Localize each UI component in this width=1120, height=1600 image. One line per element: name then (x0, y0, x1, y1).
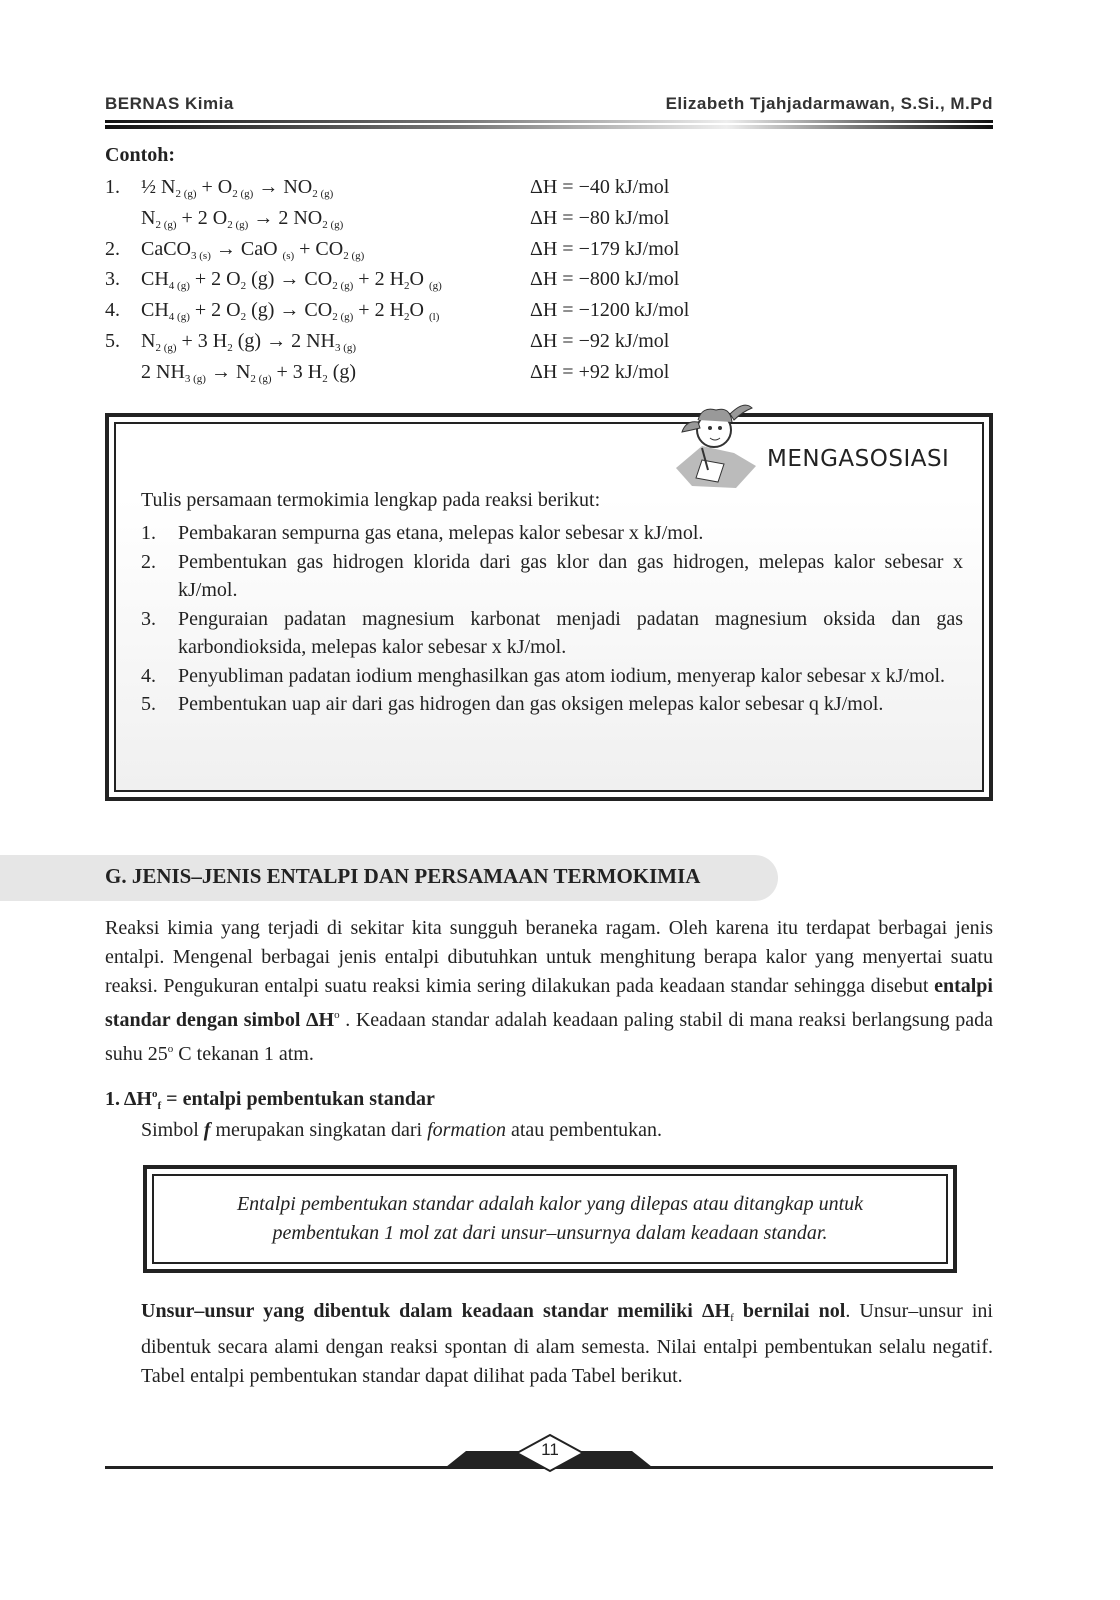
text-run: + 2 O (189, 268, 241, 291)
equation-number: 4. (105, 299, 120, 322)
subscript: 2 (g) (322, 218, 344, 231)
text-run: + 2 O (189, 299, 241, 322)
definition-text: Entalpi pembentukan standar adalah kalor yang dilepas atau ditangkap untuk pembentukan 1 mol zat dari unsur–unsurnya dalam keadaan standar. (152, 1174, 948, 1264)
enthalpy-value: ΔH = −179 kJ/mol (530, 237, 680, 260)
text-run: + 3 H (176, 330, 228, 352)
activity-item (141, 662, 963, 691)
subscript: 2 (404, 311, 410, 324)
equation-number: 1. (105, 176, 120, 198)
subscript: 4 (g) (168, 311, 190, 324)
activity-item-number: 2. (141, 550, 156, 573)
equation-number: 5. (105, 330, 120, 352)
subscript: 4 (g) (168, 280, 190, 293)
chemical-equation (141, 361, 356, 383)
subscript: 2 (g) (175, 188, 197, 200)
chemical-equation (141, 299, 440, 324)
student-writing-illustration (672, 398, 760, 490)
text-run: Simbol (141, 1119, 204, 1141)
page-number: 11 (541, 1440, 559, 1459)
author-name: Elizabeth Tjahjadarmawan, S.Si., M.Pd (665, 94, 993, 113)
activity-list (141, 519, 963, 719)
equation-number: 3. (105, 268, 120, 291)
activity-title: MENGASOSIASI (767, 446, 950, 472)
text-run: . Keadaan standar adalah keadaan paling stabil di mana reaksi berlangsung pada suhu 25 (105, 1009, 993, 1065)
subscript: (g) (428, 280, 442, 293)
text-run: + 2 H (353, 268, 405, 291)
activity-item-number: 1. (141, 522, 156, 544)
text-run: . Unsur–unsur ini dibentuk secara alami dengan reaksi spontan di alam semesta. Nilai entalpi pembentukan selalu negatif. Tabel entalpi pembentukan standar dapat dilihat pada Tabel berikut. (141, 1300, 993, 1387)
subscript: 2 (g) (250, 372, 272, 385)
superscript: o (334, 1009, 340, 1021)
enthalpy-value: ΔH = +92 kJ/mol (530, 360, 670, 383)
equation-row (105, 172, 333, 202)
subscript: 2 (227, 342, 233, 354)
text-run: → 2 NO (248, 206, 323, 229)
equation-row (105, 203, 343, 233)
subscript: 2 (g) (155, 218, 177, 231)
activity-item-text: Penguraian padatan magnesium karbonat menjadi padatan magnesium oksida dan gas karbondioksida, melepas kalor sebesar x kJ/mol. (178, 607, 963, 658)
subscript: 2 (g) (232, 188, 254, 200)
equation-row (105, 234, 364, 264)
equation-row (105, 357, 356, 387)
text-run: + 2 H (353, 299, 405, 322)
enthalpy-value: ΔH = −40 kJ/mol (530, 176, 670, 198)
chemical-equation (141, 238, 364, 260)
subscript: 3 (g) (184, 372, 206, 385)
text-run: + CO (294, 237, 344, 260)
text-run: (g) → CO (246, 299, 333, 322)
subscript: 2 (g) (332, 280, 354, 293)
text-run: → NO (253, 176, 313, 198)
subscript: f (157, 1100, 162, 1112)
text-run: (g) (327, 360, 357, 383)
subsection-heading (105, 1088, 435, 1112)
text-run: Reaksi kimia yang terjadi di sekitar kita sungguh beraneka ragam. Oleh karena itu terdapat berbagai jenis entalpi. Mengenal berbagai jenis entalpi dibutuhkan untuk menghitung berapa kalor yang menyertai suatu reaksi. Pengukuran entalpi suatu reaksi kimia sering dilakukan pada keadaan standar sehingga disebut (105, 917, 993, 997)
chemical-equation (141, 176, 333, 198)
text-run: O (409, 299, 429, 322)
subscript: 2 (g) (312, 188, 334, 200)
text-run: CH (141, 268, 169, 291)
bold-text: bernilai nol (733, 1300, 846, 1322)
definition-box (143, 1165, 957, 1273)
text-run: 2 NH (141, 360, 185, 383)
subscript: 2 (240, 311, 247, 324)
italic-text: formation (427, 1119, 506, 1141)
activity-item (141, 519, 963, 548)
text-run: → N (205, 360, 251, 383)
enthalpy-value: ΔH = −92 kJ/mol (530, 330, 670, 352)
activity-item-text: Pembakaran sempurna gas etana, melepas kalor sebesar x kJ/mol. (178, 522, 704, 544)
subsection-text (141, 1119, 662, 1142)
activity-item (141, 548, 963, 605)
text-run: CH (141, 299, 169, 322)
subscript: (s) (282, 249, 295, 262)
subscript: 2 (g) (227, 218, 249, 231)
text-run: (g) → 2 NH (232, 330, 335, 352)
activity-item (141, 605, 963, 662)
subscript: f (730, 1312, 734, 1324)
enthalpy-value: ΔH = −800 kJ/mol (530, 268, 680, 291)
text-run: ½ N (141, 176, 176, 198)
bold-text: Unsur–unsur yang dibentuk dalam keadaan standar memiliki ΔH (141, 1300, 731, 1322)
section-paragraph-2 (141, 1297, 993, 1391)
activity-item-text: Penyubliman padatan iodium menghasilkan gas atom iodium, menyerap kalor sebesar x kJ/mol. (178, 664, 946, 687)
subscript: 2 (g) (343, 249, 365, 262)
equation-number: 2. (105, 237, 120, 260)
subscript: 3 (s) (191, 249, 211, 262)
equation-row (105, 295, 439, 325)
subscript: 2 (322, 372, 328, 385)
book-title: BERNAS Kimia (105, 94, 234, 113)
text-run: = entalpi pembentukan standar (161, 1088, 435, 1110)
text-run: C tekanan 1 atm. (173, 1043, 314, 1065)
text-run: merupakan singkatan dari (210, 1119, 428, 1141)
superscript: o (167, 1043, 174, 1055)
chemical-equation (141, 330, 356, 352)
section-paragraph (105, 914, 993, 1069)
header-rule-thick (105, 125, 993, 129)
activity-item-number: 5. (141, 693, 156, 715)
activity-item-number: 4. (141, 664, 156, 687)
text-run: → CaO (210, 237, 283, 260)
activity-item (141, 690, 963, 719)
text-run: N (141, 206, 156, 229)
bold-text: entalpi standar dengan simbol ΔH (105, 975, 993, 1031)
subscript: (l) (428, 311, 440, 324)
text-run: N (141, 330, 156, 352)
activity-intro: Tulis persamaan termokimia lengkap pada reaksi berikut: (141, 489, 601, 511)
activity-item-number: 3. (141, 607, 156, 630)
superscript: o (152, 1088, 158, 1100)
text-run: (g) → CO (246, 268, 333, 291)
chemical-equation (141, 268, 442, 293)
subscript: 2 (240, 280, 247, 293)
activity-item-text: Pembentukan gas hidrogen klorida dari gas klor dan gas hidrogen, melepas kalor sebesar x kJ/mol. (178, 550, 963, 601)
enthalpy-value: ΔH = −80 kJ/mol (530, 206, 670, 229)
section-title: G. JENIS–JENIS ENTALPI DAN PERSAMAAN TERMOKIMIA (105, 864, 701, 888)
subscript: 3 (g) (334, 342, 357, 354)
text-run: + 3 H (271, 360, 323, 383)
header-rule (105, 120, 993, 123)
bold-italic-text: f (203, 1119, 211, 1141)
equation-row (105, 264, 442, 294)
text-run: + 2 O (176, 206, 228, 229)
subscript: 2 (g) (332, 311, 354, 324)
text-run: CaCO (141, 237, 191, 260)
subscript: 2 (404, 280, 410, 293)
examples-heading: Contoh: (105, 144, 176, 166)
text-run: + O (196, 176, 233, 198)
chemical-equation (141, 207, 343, 229)
subscript: 2 (g) (155, 342, 177, 354)
equation-row (105, 326, 356, 356)
activity-item-text: Pembentukan uap air dari gas hidrogen dan gas oksigen melepas kalor sebesar q kJ/mol. (178, 693, 884, 715)
text-run: atau pembentukan. (505, 1119, 663, 1141)
text-run: 1. ΔH (105, 1088, 152, 1110)
enthalpy-value: ΔH = −1200 kJ/mol (530, 299, 690, 322)
text-run: O (409, 268, 429, 291)
